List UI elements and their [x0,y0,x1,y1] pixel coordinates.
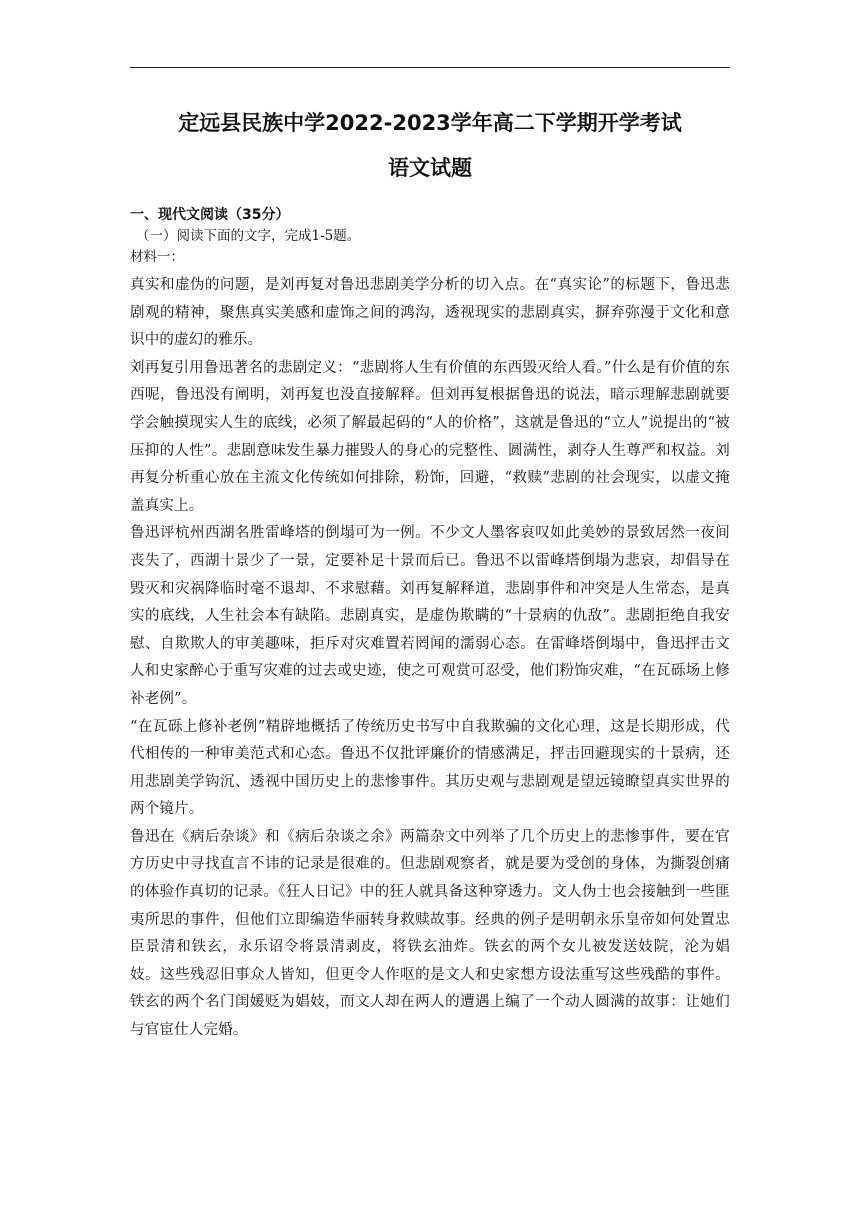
paragraph: 真实和虚伪的问题，是刘再复对鲁迅悲剧美学分析的切入点。在“真实论”的标题下，鲁迅悲剧观的精神，聚焦真实美感和虚饰之间的鸿沟，透视现实的悲剧真实，摒弃弥漫于文化和意识中的虚幻的雅乐。 [130,277,730,349]
section-heading: 一、现代文阅读（35分） [130,207,290,223]
paragraph: “在瓦砾上修补老例”精辟地概括了传统历史书写中自我欺骗的文化心理，这是长期形成，代代相传的一种审美范式和心态。鲁迅不仅批评廉价的情感满足，抨击回避现实的十景病，还用悲剧美学钩沉、透视中国历史上的悲惨事件。其历史观与悲剧观是望远镜瞭望真实世界的两个镜片。 [130,718,730,818]
header-rule [130,67,730,68]
paragraph: 刘再复引用鲁迅著名的悲剧定义：“悲剧将人生有价值的东西毁灭给人看。”什么是有价值的东西呢，鲁迅没有阐明，刘再复也没直接解释。但刘再复根据鲁迅的说法，暗示理解悲剧就要学会触摸现实人生的底线，必须了解最起码的“人的价格”，这就是鲁迅的“立人”说提出的“被压抑的人性”。悲剧意味发生暴力摧毁人的身心的完整性、圆满性，剥夺人生尊严和权益。刘再复分析重心放在主流文化传统如何排除，粉饰，回避，“救赎”悲剧的社会现实，以虚文掩盖真实上。 [130,359,730,514]
exam-subtitle: 语文试题 [388,156,472,180]
material-text [130,272,730,1045]
exam-title: 定远县民族中学2022-2023学年高二下学期开学考试 [178,111,682,135]
paragraph: 鲁迅在《病后杂谈》和《病后杂谈之余》两篇杂文中列举了几个历史上的悲惨事件，要在官方历史中寻找直言不讳的记录是很难的。但悲剧观察者，就是要为受创的身体，为撕裂创痛的体验作真切的记录。《狂人日记》中的狂人就具备这种穿透力。文人伪士也会接触到一些匪夷所思的事件，但他们立即编造华丽转身救赎故事。经典的例子是明朝永乐皇帝如何处置忠臣景清和铁玄，永乐诏令将景清剥皮，将铁玄油炸。铁玄的两个女儿被发送妓院，沦为娼妓。这些残忍旧事众人皆知，但更令人作呕的是文人和史家想方设法重写这些残酷的事件。铁玄的两个名门闺媛贬为娼妓，而文人却在两人的遭遇上编了一个动人圆满的故事：让她们与官宦仕人完婚。 [130,828,730,1039]
material-label: 材料一： [130,249,184,265]
reading-instruction: （一）阅读下面的文字，完成1-5题。 [136,228,361,244]
exam-content [130,204,730,1045]
paragraph: 鲁迅评杭州西湖名胜雷峰塔的倒塌可为一例。不少文人墨客哀叹如此美妙的景致居然一夜间丧失了，西湖十景少了一景，定要补足十景而后已。鲁迅不以雷峰塔倒塌为悲哀，却倡导在毁灭和灾祸降临时毫不退却、不求慰藉。刘再复解释道，悲剧事件和冲突是人生常态，是真实的底线，人生社会本有缺陷。悲剧真实，是虚伪欺瞒的“十景病的仇敌”。悲剧拒绝自我安慰、自欺欺人的审美趣味，拒斥对灾难置若罔闻的濡弱心态。在雷峰塔倒塌中，鲁迅抨击文人和史家醉心于重写灾难的过去或史迹，使之可观赏可忍受，他们粉饰灾难，“在瓦砾场上修补老例”。 [130,525,730,707]
